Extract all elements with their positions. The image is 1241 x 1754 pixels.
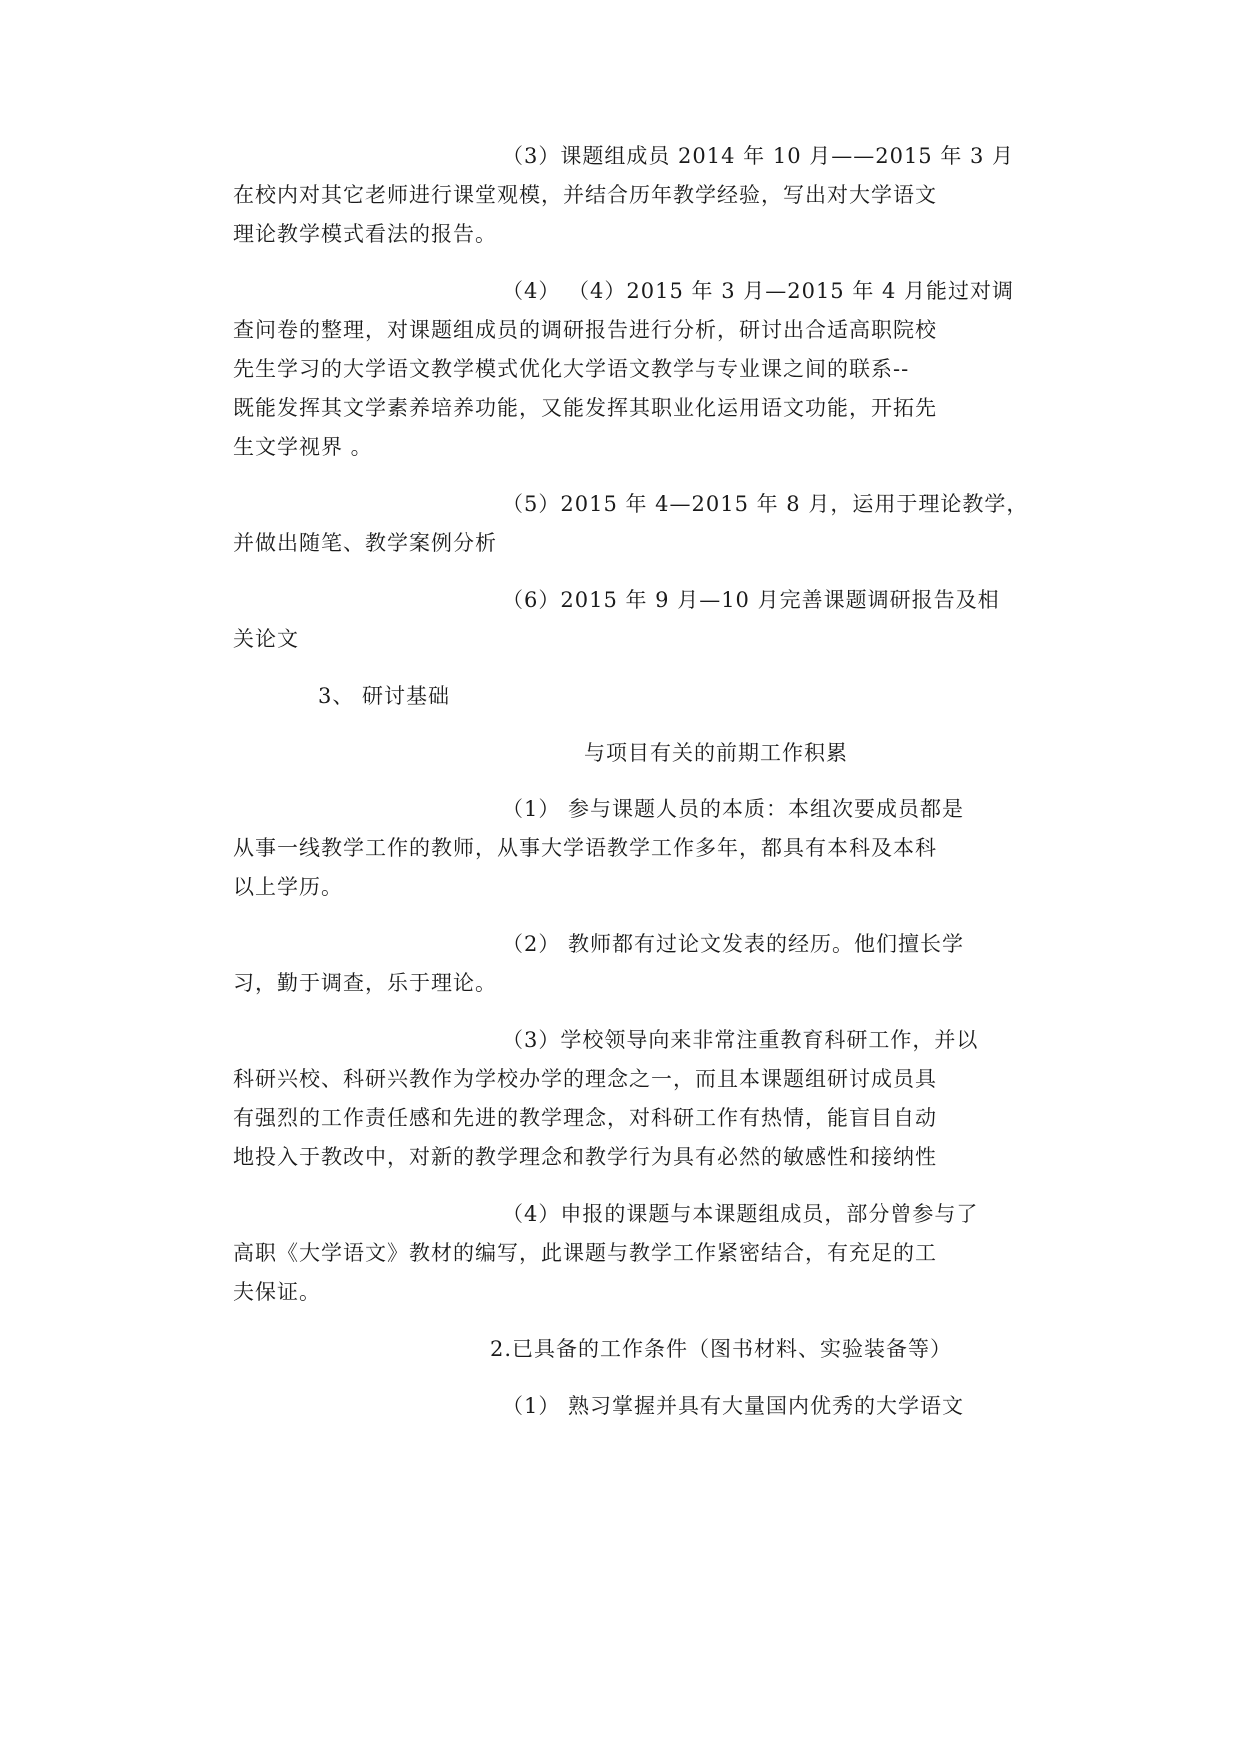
paragraph-line: 并做出随笔、教学案例分析 [233,531,497,555]
paragraph-line: 生文学视界 。 [233,435,373,459]
paragraph-line: （1） 熟习掌握并具有大量国内优秀的大学语文 [502,1394,965,1418]
subsection-heading: 与项目有关的前期工作积累 [584,741,848,765]
paragraph-line: （2） 教师都有过论文发表的经历。他们擅长学 [502,932,965,956]
paragraph-line: （4）申报的课题与本课题组成员，部分曾参与了 [502,1202,979,1226]
paragraph-line: 地投入于教改中，对新的教学理念和教学行为具有必然的敏感性和接纳性 [233,1145,937,1169]
paragraph-line: （1） 参与课题人员的本质：本组次要成员都是 [502,797,965,821]
paragraph-line: 高职《大学语文》教材的编写，此课题与教学工作紧密结合，有充足的工 [233,1241,937,1265]
paragraph-line: 既能发挥其文学素养培养功能，又能发挥其职业化运用语文功能，开拓先 [233,396,937,420]
paragraph-line: 习，勤于调查，乐于理论。 [233,971,497,995]
paragraph-line: 查问卷的整理，对课题组成员的调研报告进行分析，研讨出合适高职院校 [233,318,937,342]
section-heading: 3、 研讨基础 [318,684,451,708]
paragraph-line: 从事一线教学工作的教师，从事大学语教学工作多年，都具有本科及本科 [233,836,937,860]
paragraph-line: 以上学历。 [233,875,343,899]
paragraph-line: 夫保证。 [233,1280,321,1304]
paragraph-line: （3）课题组成员 2014 年 10 月——2015 年 3 月 [502,144,1015,168]
paragraph-line: 先生学习的大学语文教学模式优化大学语文教学与专业课之间的联系-- [233,357,910,381]
paragraph-line: （5）2015 年 4—2015 年 8 月，运用于理论教学， [502,492,1029,516]
paragraph-line: 理论教学模式看法的报告。 [233,222,497,246]
subsection-heading: 2.已具备的工作条件（图书材料、实验装备等） [490,1337,953,1361]
paragraph-line: 关论文 [233,627,299,651]
paragraph-line: 有强烈的工作责任感和先进的教学理念，对科研工作有热情，能盲目自动 [233,1106,937,1130]
paragraph-line: （6）2015 年 9 月—10 月完善课题调研报告及相 [502,588,1000,612]
paragraph-line: （4） （4）2015 年 3 月—2015 年 4 月能过对调 [502,279,1015,303]
paragraph-line: （3）学校领导向来非常注重教育科研工作，并以 [502,1028,979,1052]
paragraph-line: 科研兴校、科研兴教作为学校办学的理念之一，而且本课题组研讨成员具 [233,1067,937,1091]
paragraph-line: 在校内对其它老师进行课堂观模，并结合历年教学经验，写出对大学语文 [233,183,937,207]
